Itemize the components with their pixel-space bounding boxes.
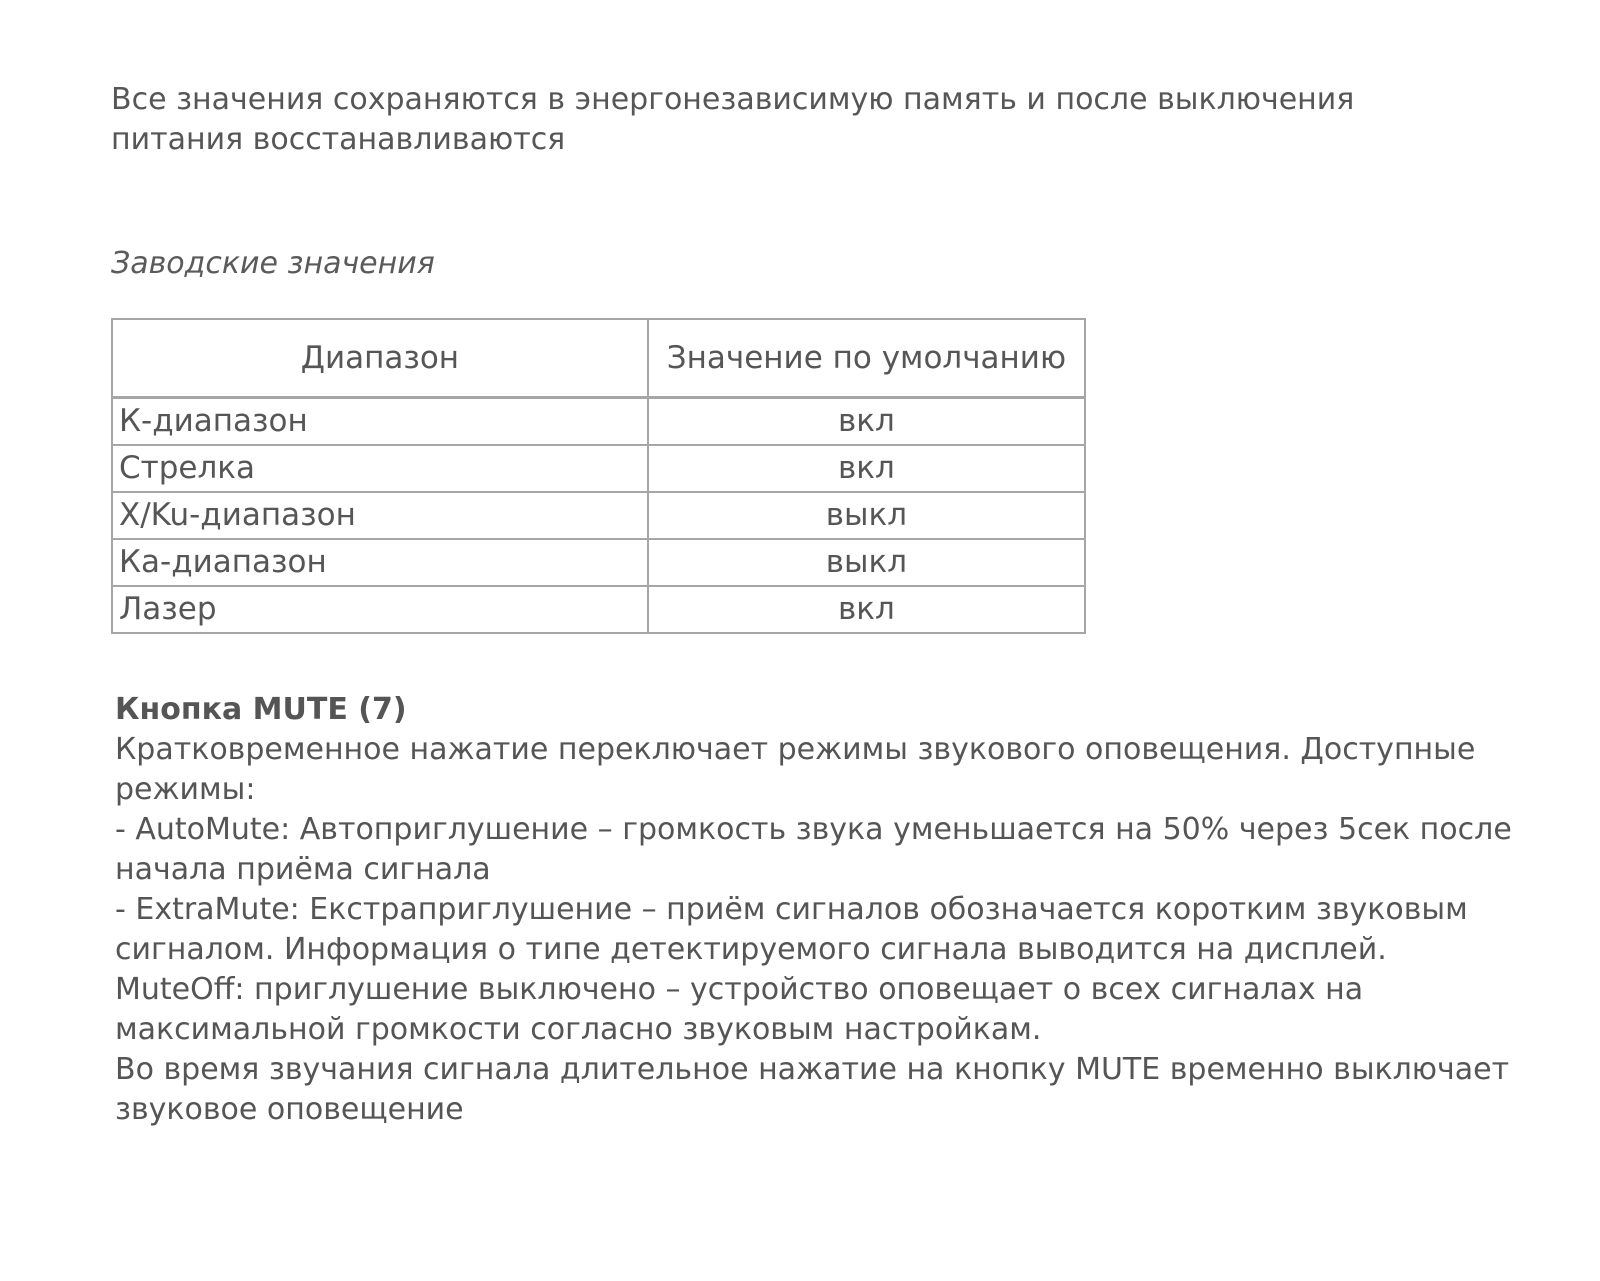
mute-button-section — [115, 690, 1515, 1130]
range-cell: К-диапазон — [112, 398, 648, 446]
range-cell: Лазер — [112, 586, 648, 633]
value-cell: вкл — [648, 586, 1085, 633]
table-header-row — [112, 319, 1085, 398]
range-cell: Стрелка — [112, 445, 648, 492]
value-cell: вкл — [648, 398, 1085, 446]
table-row — [112, 492, 1085, 539]
factory-defaults-table — [111, 318, 1086, 634]
value-cell: выкл — [648, 539, 1085, 586]
column-header-default-value: Значение по умолчанию — [648, 319, 1085, 398]
automute-description: - AutoMute: Автоприглушение – громкость звука уменьшается на 50% через 5сек после начала приёма сигнала — [115, 812, 1512, 887]
muteoff-description: MuteOff: приглушение выключено – устройство оповещает о всех сигналах на максимальной громкости согласно звуковым настройкам. — [115, 972, 1364, 1047]
value-cell: вкл — [648, 445, 1085, 492]
column-header-range: Диапазон — [112, 319, 648, 398]
extramute-description: - ExtraMute: Екстраприглушение – приём сигналов обозначается коротким звуковым сигналом. Информация о типе детектируемого сигнала выводится на дисплей. — [115, 892, 1468, 967]
range-cell: X/Ku-диапазон — [112, 492, 648, 539]
table-row — [112, 539, 1085, 586]
mute-section-title: Кнопка MUTE (7) — [115, 692, 407, 727]
mute-description: Кратковременное нажатие переключает режимы звукового оповещения. Доступные режимы: — [115, 732, 1476, 807]
intro-paragraph: Все значения сохраняются в энергонезависимую память и после выключения питания восстанавливаются — [111, 82, 1355, 157]
table-row — [112, 586, 1085, 633]
long-press-description: Во время звучания сигнала длительное нажатие на кнопку MUTE временно выключает звуковое оповещение — [115, 1052, 1510, 1127]
table-row — [112, 445, 1085, 492]
range-cell: Ка-диапазон — [112, 539, 648, 586]
value-cell: выкл — [648, 492, 1085, 539]
table-row — [112, 398, 1085, 446]
factory-defaults-title: Заводские значения — [111, 246, 435, 281]
